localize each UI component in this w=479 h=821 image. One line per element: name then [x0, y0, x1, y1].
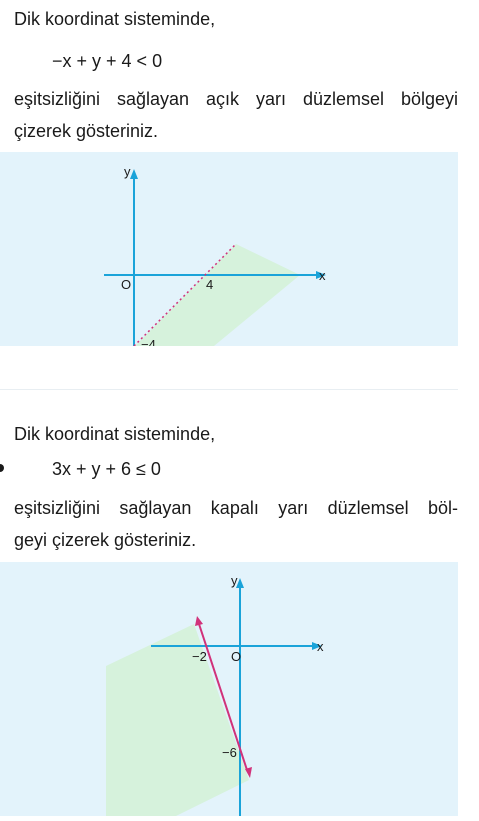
problem2-bullet-marker: [0, 464, 4, 472]
problem2-y-label: y: [231, 573, 238, 588]
problem2-instruction-line2: geyi çizerek gösteriniz.: [14, 530, 197, 550]
problem1-y-intercept-label: −4: [141, 337, 156, 346]
problem1-y-axis-arrow-icon: [130, 169, 138, 179]
problem2-intro: Dik koordinat sisteminde,: [14, 424, 216, 444]
problem2-boundary-arrow-up-icon: [195, 616, 203, 626]
problem2-origin-label: O: [231, 649, 242, 664]
problem1-instruction-line1: eşitsizliğini sağlayan açık yarı düzlemsel bölgeyi: [14, 89, 458, 109]
problem2-x-label: x: [317, 639, 324, 654]
problem1-origin-label: O: [121, 277, 132, 292]
problem2-y-intercept-label: −6: [222, 745, 237, 760]
problem1-solution-region: [135, 244, 300, 346]
problem2-instruction-line1: eşitsizliğini sağlayan kapalı yarı düzlemsel böl-: [14, 498, 458, 518]
problem2-graph-panel: [0, 562, 458, 816]
problem1-instruction-line2: çizerek gösteriniz.: [14, 121, 159, 141]
problem2-x-intercept-label: −2: [192, 649, 207, 664]
problem2-inequality: 3x + y + 6 ≤ 0: [52, 459, 161, 479]
problem1-inequality: −x + y + 4 < 0: [52, 51, 163, 71]
problem2-solution-region: [106, 624, 249, 816]
problem1-graph-panel: [0, 152, 458, 346]
problem1-y-label: y: [124, 164, 131, 179]
section-divider: [0, 389, 458, 390]
problem1-intro: Dik koordinat sisteminde,: [14, 9, 216, 29]
problem2-graph: [0, 562, 458, 816]
problem1-x-label: x: [319, 268, 326, 283]
problem1-x-intercept-label: 4: [206, 277, 214, 292]
problem1-graph: [0, 152, 458, 346]
